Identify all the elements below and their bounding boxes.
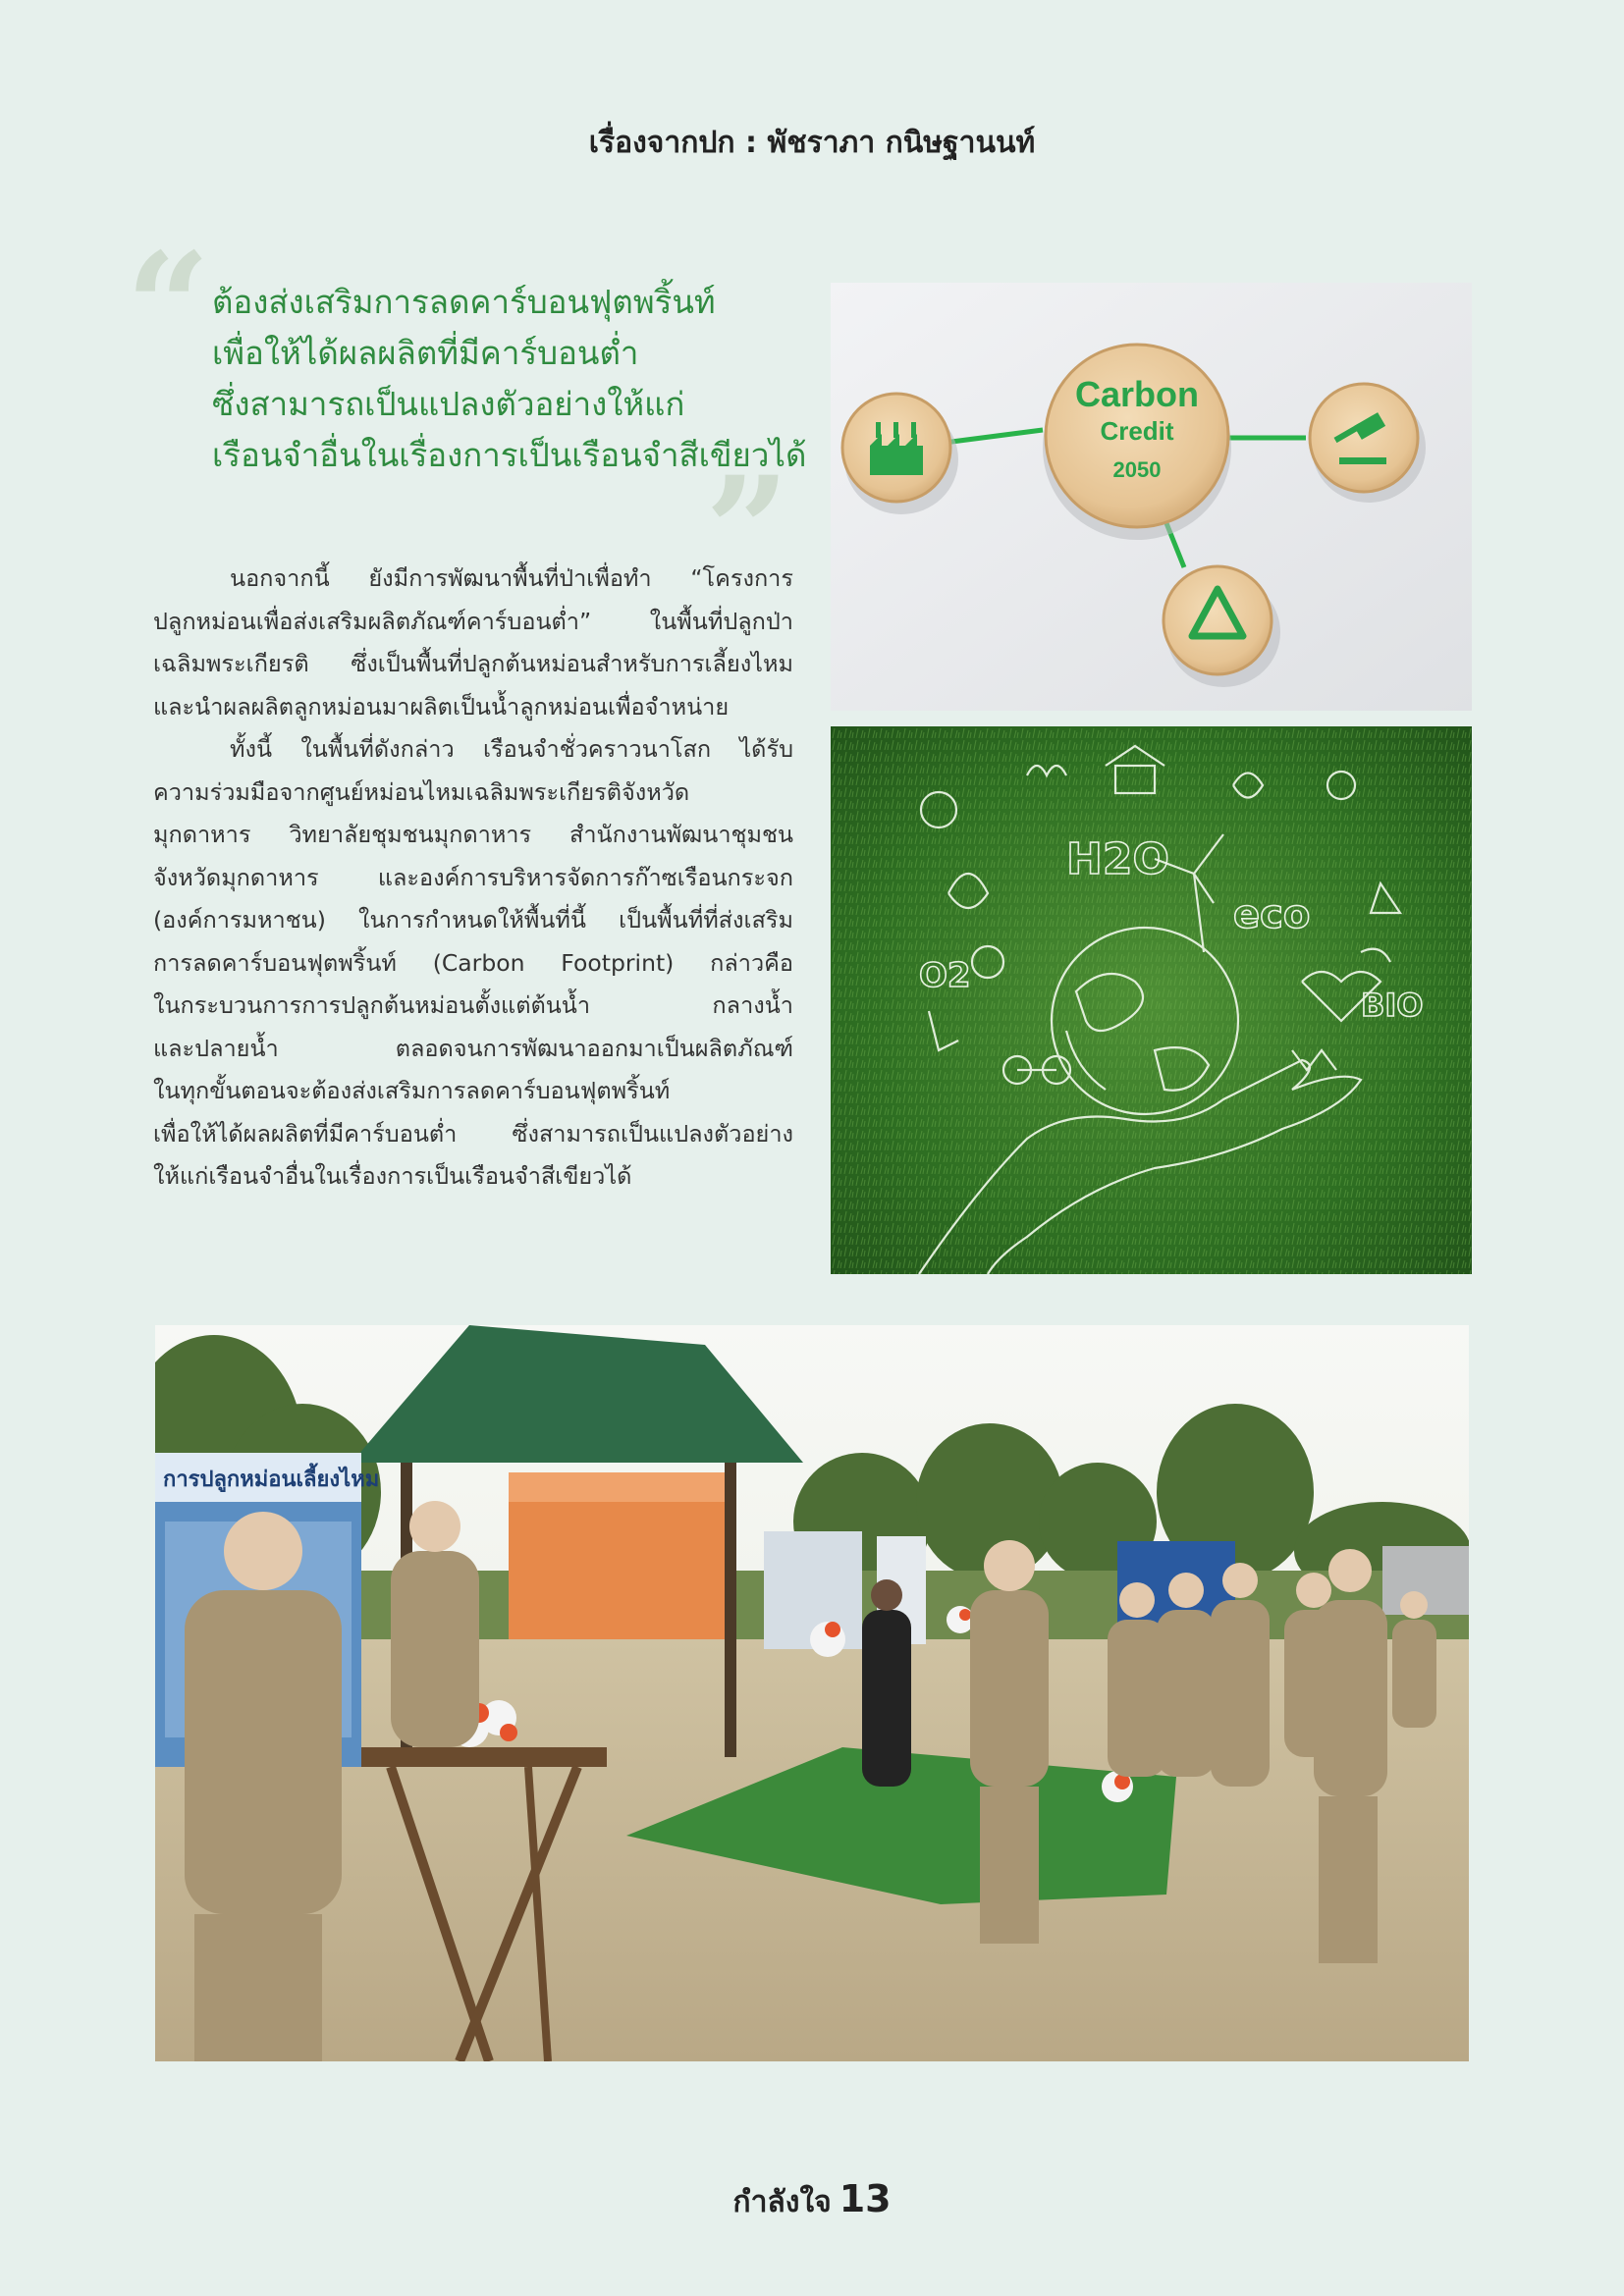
pull-quote-line: เรือนจำอื่นในเรื่องการเป็นเรือนจำสีเขียวได้ xyxy=(212,436,807,474)
carbon-year: 2050 xyxy=(1112,457,1162,482)
body-line: มุกดาหาร วิทยาลัยชุมชนมุกดาหาร สำนักงานพัฒนาชุมชน xyxy=(153,821,793,848)
body-line: (องค์การมหาชน) ในการกำหนดให้พื้นที่นี้ เป็นพื้นที่ที่ส่งเสริม xyxy=(153,906,793,934)
carbon-title: Carbon xyxy=(1075,374,1199,414)
carbon-subtitle: Credit xyxy=(1100,416,1174,446)
page-header: เรื่องจากปก : พัชราภา กนิษฐานนท์ xyxy=(588,126,1036,160)
banner-text: การปลูกหม่อนเลี้ยงไหม xyxy=(163,1468,380,1492)
magazine-name: กำลังใจ xyxy=(732,2185,832,2219)
eco-grass-image xyxy=(831,726,1472,1274)
factory-icon xyxy=(870,422,923,475)
body-line: เพื่อให้ได้ผลผลิตที่มีคาร์บอนต่ำ ซึ่งสามารถเป็นแปลงตัวอย่าง xyxy=(153,1119,793,1148)
pull-quote-line: เพื่อให้ได้ผลผลิตที่มีคาร์บอนต่ำ xyxy=(212,334,639,372)
pull-quote-line: ต้องส่งเสริมการลดคาร์บอนฟุตพริ้นท์ xyxy=(212,283,716,321)
open-quote-mark: “ xyxy=(126,221,211,394)
body-line: จังหวัดมุกดาหาร และองค์การบริหารจัดการก๊าซเรือนกระจก xyxy=(153,863,793,891)
body-line: ทั้งนี้ ในพื้นที่ดังกล่าว เรือนจำชั่วคราวนาโสก ได้รับ xyxy=(230,735,793,763)
body-line: เฉลิมพระเกียรติ ซึ่งเป็นพื้นที่ปลูกต้นหม่อนสำหรับการเลี้ยงไหม xyxy=(153,650,793,677)
body-line: ปลูกหม่อนเพื่อส่งเสริมผลิตภัณฑ์คาร์บอนต่ำ” ในพื้นที่ปลูกป่า xyxy=(153,607,793,635)
body-line: ในกระบวนการการปลูกต้นหม่อนตั้งแต่ต้นน้ำ กลางน้ำ xyxy=(153,991,793,1019)
body-line: ความร่วมมือจากศูนย์หม่อนไหมเฉลิมพระเกียรติจังหวัด xyxy=(153,777,690,806)
h2o-label: H2O xyxy=(1066,834,1169,884)
body-line: ให้แก่เรือนจำอื่นในเรื่องการเป็นเรือนจำสีเขียวได้ xyxy=(153,1162,632,1190)
body-line: ในทุกขั้นตอนจะต้องส่งเสริมการลดคาร์บอนฟุตพริ้นท์ xyxy=(153,1077,671,1104)
eco-label: eco xyxy=(1233,892,1311,937)
o2-label: O2 xyxy=(919,956,971,995)
article-body xyxy=(153,558,793,1199)
close-quote-mark: ” xyxy=(705,445,790,617)
body-line: นอกจากนี้ ยังมีการพัฒนาพื้นที่ป่าเพื่อทำ “โครงการ xyxy=(230,564,793,592)
page-footer xyxy=(0,2177,1624,2225)
body-line: การลดคาร์บอนฟุตพริ้นท์ (Carbon Footprint) กล่าวคือ xyxy=(153,948,793,977)
body-line: และปลายน้ำ ตลอดจนการพัฒนาออกมาเป็นผลิตภัณฑ์ xyxy=(153,1034,793,1062)
body-line: และนำผลผลิตลูกหม่อนมาผลิตเป็นน้ำลูกหม่อนเพื่อจำหน่าย xyxy=(153,692,730,721)
pull-quote-line: ซึ่งสามารถเป็นแปลงตัวอย่างให้แก่ xyxy=(212,385,685,423)
page-number: 13 xyxy=(839,2177,892,2220)
bio-label: BIO xyxy=(1361,987,1424,1024)
carbon-credit-image xyxy=(831,283,1472,711)
ceremony-photo xyxy=(155,1325,1469,2061)
